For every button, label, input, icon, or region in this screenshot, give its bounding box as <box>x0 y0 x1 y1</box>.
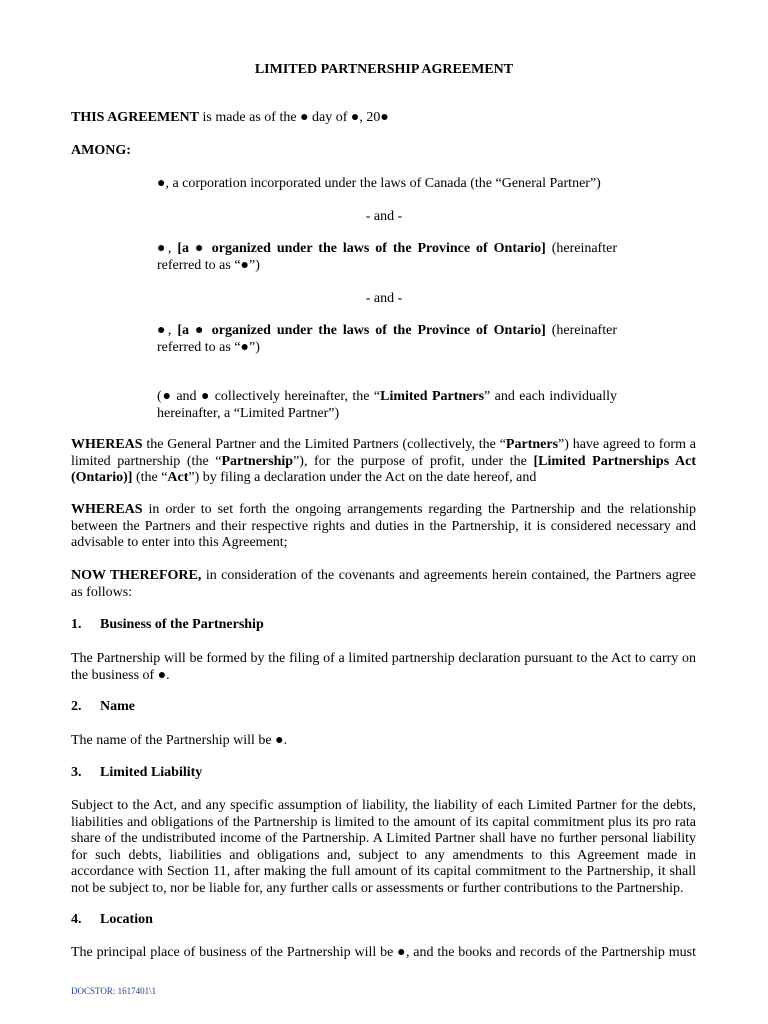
section-heading-1: 1. Business of the Partnership <box>71 617 264 632</box>
party-general-partner: ●, a corporation incorporated under the laws of Canada (the “General Partner”) <box>157 176 601 191</box>
party-limited-partner-1: ●, [a ● organized under the laws of the Province of Ontario] (hereinafter referred to as “●”) <box>157 241 617 273</box>
document-title: LIMITED PARTNERSHIP AGREEMENT <box>254 62 514 77</box>
intro-text: is made as of the ● day of ●, 20● <box>198 110 389 125</box>
party-limited-partner-2: ●, [a ● organized under the laws of the Province of Ontario] (hereinafter referred to as “●”) <box>157 323 617 355</box>
section-heading-4: 4. Location <box>71 912 153 927</box>
and-separator-2: - and - <box>365 291 403 306</box>
section-heading-2: 2. Name <box>71 699 135 714</box>
section-body-1: The Partnership will be formed by the filing of a limited partnership declaration pursuant to the Act to carry on the business of ●. <box>71 651 696 683</box>
document-footer-id: DOCSTOR: 1617401\1 <box>71 986 157 996</box>
intro-paragraph <box>71 110 696 127</box>
section-body-4: The principal place of business of the Partnership will be ●, and the books and records of the Partnership must <box>71 945 696 960</box>
whereas-paragraph-1: WHEREAS the General Partner and the Limited Partners (collectively, the “Partners”) have agreed to form a limited partnership (the “Partnership”), for the purpose of profit, under the [Limited Partnerships Act (Ontario)] (the “Act”) by filing a declaration under the Act on the date hereof, and <box>71 437 697 485</box>
now-therefore-paragraph: NOW THEREFORE, in consideration of the covenants and agreements herein contained, the Partners agree as follows: <box>71 568 696 600</box>
intro-bold: THIS AGREEMENT <box>71 110 199 125</box>
section-body-2: The name of the Partnership will be ●. <box>71 733 288 748</box>
and-separator-1: - and - <box>365 209 403 224</box>
among-label: AMONG: <box>71 143 131 158</box>
section-heading-3: 3. Limited Liability <box>71 765 203 780</box>
whereas-paragraph-2: WHEREAS in order to set forth the ongoing arrangements regarding the Partnership and the relationship between the Partners and their respective rights and duties in the Partnership, it is considered necessary and advisable to enter into this Agreement; <box>71 502 696 550</box>
collective-definition: (● and ● collectively hereinafter, the “Limited Partners” and each individually hereinafter, a “Limited Partner”) <box>157 389 617 421</box>
section-body-3: Subject to the Act, and any specific assumption of liability, the liability of each Limited Partner for the debts, liabilities and obligations of the Partnership is limited to the amount of its capital commitment plus its pro rata share of the undistributed income of the Partnership. A Limited Partner shall have no further personal liability for such debts, liabilities and obligations and, subject to any amendments to this Agreement made in accordance with Section 11, after making the full amount of its capital commitment to the Partnership, it shall not be subject to, nor be liable for, any further calls or assessments or further contributions to the Partnership. <box>71 798 696 896</box>
